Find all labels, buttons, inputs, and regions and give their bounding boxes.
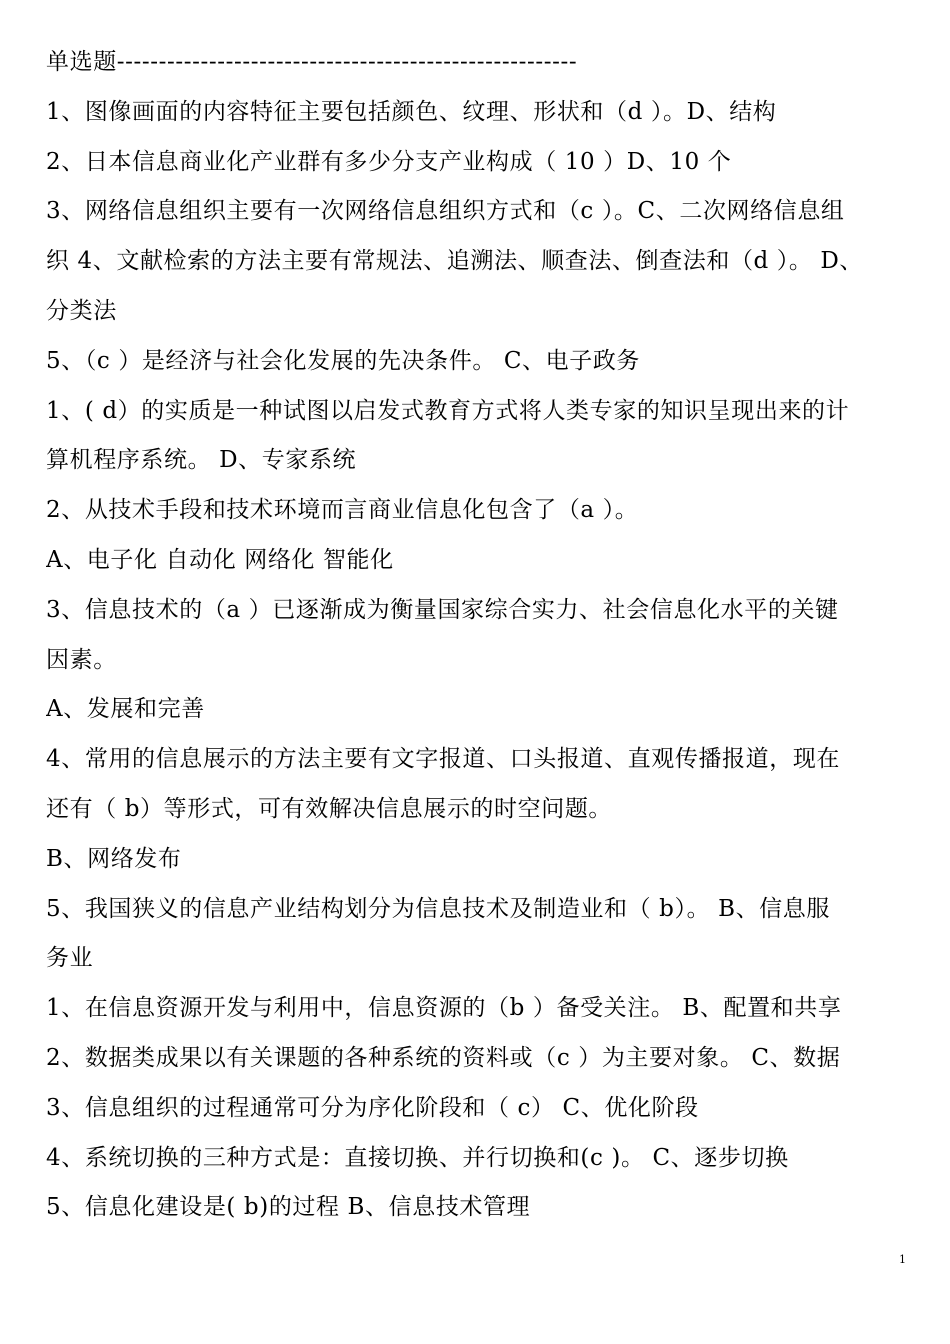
question-line: 4、系统切换的三种方式是：直接切换、并行切换和(c )。 C、逐步切换 <box>46 1144 789 1171</box>
question-line: 算机程序系统。 D、专家系统 <box>46 447 357 474</box>
question-line: 4、常用的信息展示的方法主要有文字报道、口头报道、直观传播报道，现在 <box>46 746 841 773</box>
document-body <box>46 38 908 1233</box>
question-line: 1、( d）的实质是一种试图以启发式教育方式将人类专家的知识呈现出来的计 <box>46 397 850 424</box>
page-number: 1 <box>899 1253 906 1266</box>
question-line: 5、（c ）是经济与社会化发展的先决条件。 C、电子政务 <box>46 347 641 374</box>
question-line: 分类法 <box>46 297 117 324</box>
question-line: 1、图像画面的内容特征主要包括颜色、纹理、形状和（d ）。D、结构 <box>46 98 777 125</box>
question-line: 1、在信息资源开发与利用中，信息资源的（b ）备受关注。 B、配置和共享 <box>46 995 842 1022</box>
answer-line: A、发展和完善 <box>46 696 205 723</box>
question-line: 3、信息技术的（a ）已逐渐成为衡量国家综合实力、社会信息化水平的关键 <box>46 596 839 623</box>
question-line: 2、从技术手段和技术环境而言商业信息化包含了（a ）。 <box>46 497 639 524</box>
question-line: 还有（ b）等形式，可有效解决信息展示的时空问题。 <box>46 795 613 822</box>
question-line: 3、网络信息组织主要有一次网络信息组织方式和（c ）。C、二次网络信息组 <box>46 198 845 225</box>
question-line: 5、信息化建设是( b)的过程 B、信息技术管理 <box>46 1194 531 1221</box>
question-line: 2、日本信息商业化产业群有多少分支产业构成（ 10 ）D、10 个 <box>46 148 732 175</box>
question-line: 3、信息组织的过程通常可分为序化阶段和（ c） C、优化阶段 <box>46 1094 699 1121</box>
question-line: 2、数据类成果以有关课题的各种系统的资料或（c ）为主要对象。 C、数据 <box>46 1044 841 1071</box>
question-line: 织 4、文献检索的方法主要有常规法、追溯法、顺查法、倒查法和（d ）。 D、 <box>46 248 864 275</box>
question-line: 因素。 <box>46 646 117 673</box>
question-line: 5、我国狭义的信息产业结构划分为信息技术及制造业和（ b）。 B、信息服 <box>46 895 830 922</box>
answer-line: B、网络发布 <box>46 845 182 872</box>
section-heading: 单选题------------------------------------------------------- <box>46 49 578 75</box>
answer-line: A、电子化 自动化 网络化 智能化 <box>46 546 394 573</box>
question-line: 务业 <box>46 945 94 972</box>
